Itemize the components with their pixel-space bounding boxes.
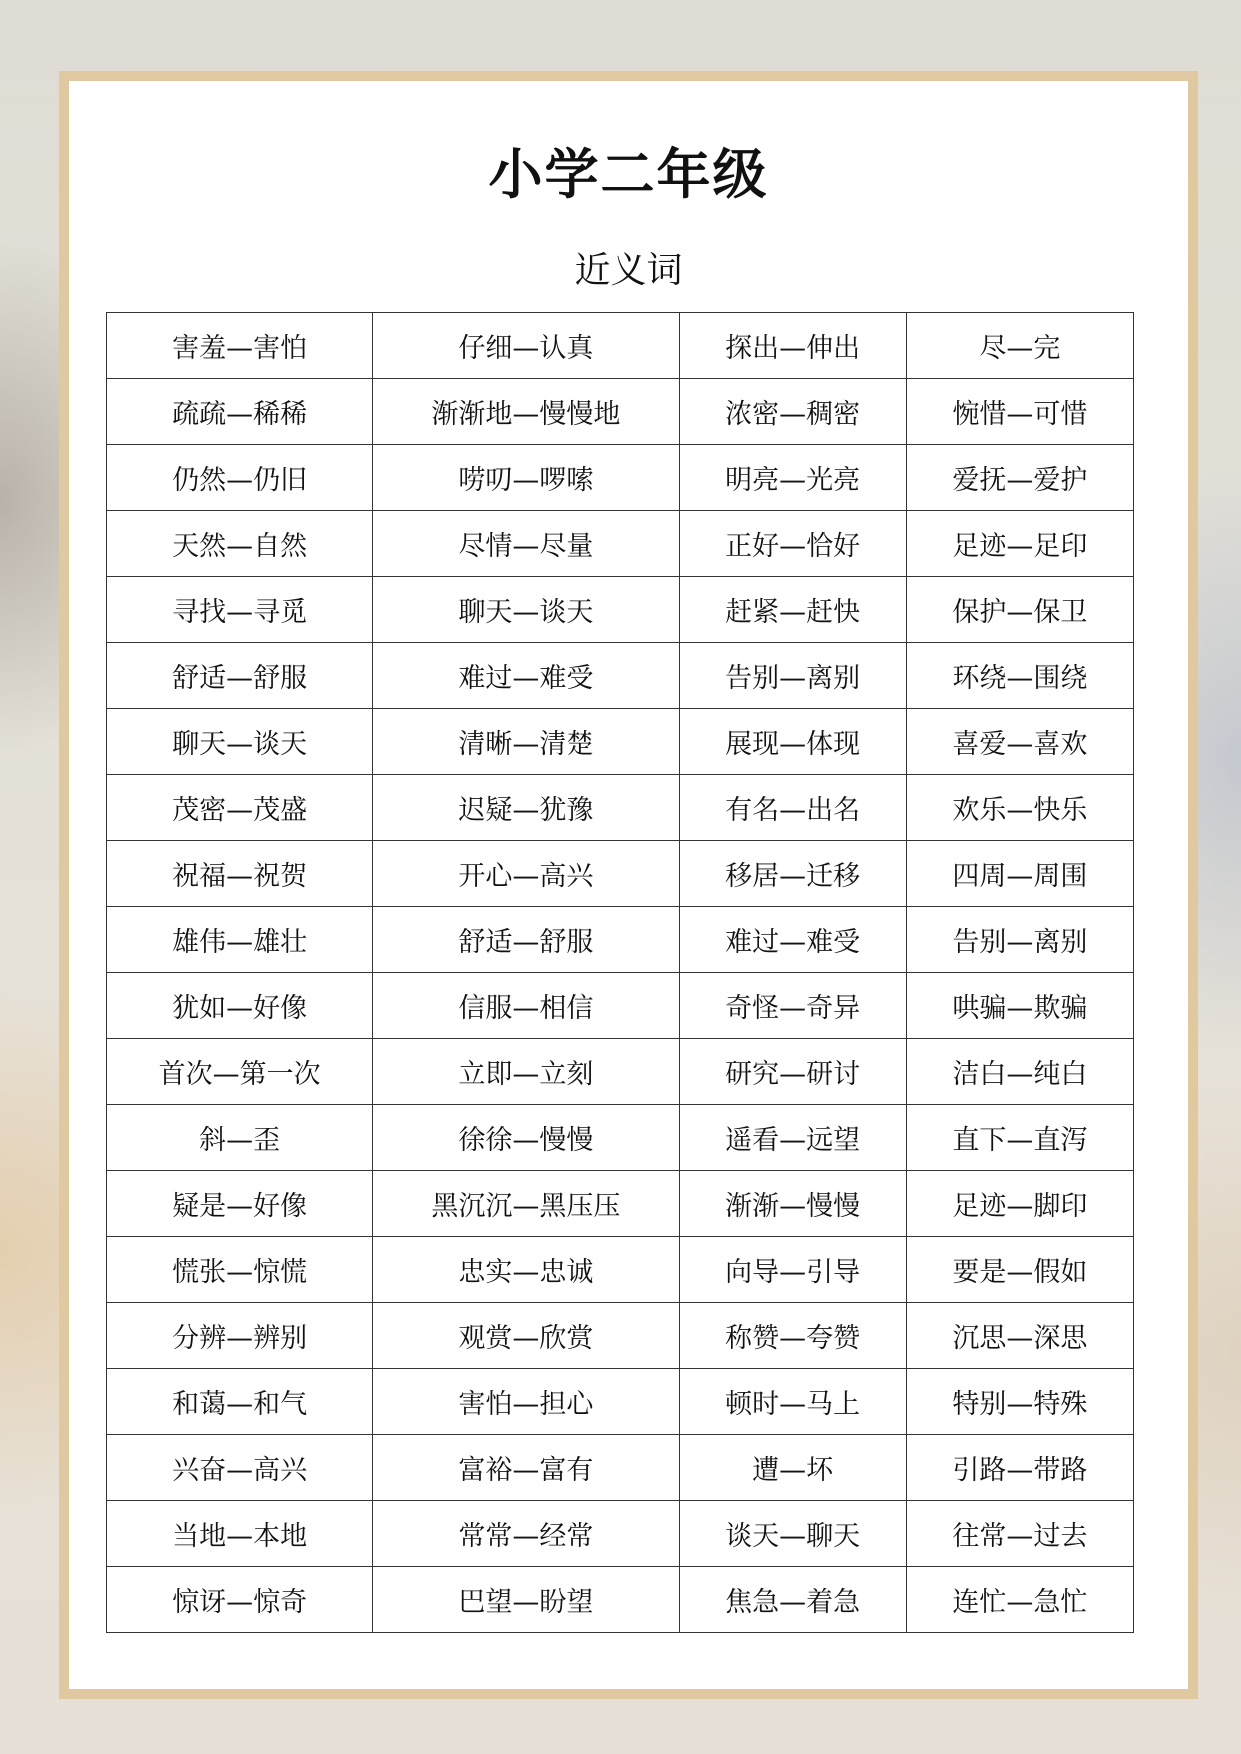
synonym-pair-cell: 聊天—谈天 — [107, 709, 373, 775]
table-row — [107, 1105, 1134, 1171]
synonym-pair-cell: 连忙—急忙 — [906, 1567, 1133, 1633]
table-row — [107, 379, 1134, 445]
synonym-pair-cell: 迟疑—犹豫 — [373, 775, 679, 841]
synonym-pair-cell: 特别—特殊 — [906, 1369, 1133, 1435]
synonym-pair-cell: 研究—研讨 — [679, 1039, 906, 1105]
synonym-pair-cell: 仍然—仍旧 — [107, 445, 373, 511]
table-row — [107, 709, 1134, 775]
synonym-pair-cell: 舒适—舒服 — [107, 643, 373, 709]
synonym-pair-cell: 清晰—清楚 — [373, 709, 679, 775]
synonym-pair-cell: 开心—高兴 — [373, 841, 679, 907]
synonym-pair-cell: 展现—体现 — [679, 709, 906, 775]
table-row — [107, 577, 1134, 643]
synonym-pair-cell: 明亮—光亮 — [679, 445, 906, 511]
synonym-pair-cell: 四周—周围 — [906, 841, 1133, 907]
synonym-pair-cell: 害怕—担心 — [373, 1369, 679, 1435]
synonym-pair-cell: 兴奋—高兴 — [107, 1435, 373, 1501]
synonym-pair-cell: 赶紧—赶快 — [679, 577, 906, 643]
synonym-pair-cell: 唠叨—啰嗦 — [373, 445, 679, 511]
synonym-pair-cell: 祝福—祝贺 — [107, 841, 373, 907]
synonym-pair-cell: 保护—保卫 — [906, 577, 1133, 643]
table-row — [107, 841, 1134, 907]
synonym-pair-cell: 常常—经常 — [373, 1501, 679, 1567]
synonym-pair-cell: 和蔼—和气 — [107, 1369, 373, 1435]
table-row — [107, 1567, 1134, 1633]
synonym-pair-cell: 渐渐地—慢慢地 — [373, 379, 679, 445]
synonym-pair-cell: 谈天—聊天 — [679, 1501, 906, 1567]
synonym-pair-cell: 移居—迁移 — [679, 841, 906, 907]
table-row — [107, 973, 1134, 1039]
table-row — [107, 643, 1134, 709]
synonym-pair-cell: 称赞—夸赞 — [679, 1303, 906, 1369]
synonym-pair-cell: 寻找—寻觅 — [107, 577, 373, 643]
synonym-pair-cell: 告别—离别 — [679, 643, 906, 709]
synonym-pair-cell: 害羞—害怕 — [107, 313, 373, 379]
synonym-table — [106, 312, 1134, 1633]
synonym-pair-cell: 告别—离别 — [906, 907, 1133, 973]
page-title: 小学二年级 — [488, 143, 769, 206]
synonym-pair-cell: 雄伟—雄壮 — [107, 907, 373, 973]
synonym-pair-cell: 疏疏—稀稀 — [107, 379, 373, 445]
synonym-pair-cell: 欢乐—快乐 — [906, 775, 1133, 841]
synonym-pair-cell: 沉思—深思 — [906, 1303, 1133, 1369]
synonym-pair-cell: 探出—伸出 — [679, 313, 906, 379]
synonym-pair-cell: 巴望—盼望 — [373, 1567, 679, 1633]
synonym-pair-cell: 天然—自然 — [107, 511, 373, 577]
synonym-pair-cell: 惊讶—惊奇 — [107, 1567, 373, 1633]
synonym-pair-cell: 立即—立刻 — [373, 1039, 679, 1105]
synonym-pair-cell: 直下—直泻 — [906, 1105, 1133, 1171]
table-row — [107, 1303, 1134, 1369]
synonym-table-body — [107, 313, 1134, 1633]
table-row — [107, 1369, 1134, 1435]
synonym-pair-cell: 聊天—谈天 — [373, 577, 679, 643]
table-row — [107, 907, 1134, 973]
table-row — [107, 775, 1134, 841]
synonym-pair-cell: 难过—难受 — [373, 643, 679, 709]
synonym-pair-cell: 哄骗—欺骗 — [906, 973, 1133, 1039]
synonym-pair-cell: 要是—假如 — [906, 1237, 1133, 1303]
synonym-pair-cell: 富裕—富有 — [373, 1435, 679, 1501]
synonym-pair-cell: 引路—带路 — [906, 1435, 1133, 1501]
table-row — [107, 313, 1134, 379]
synonym-pair-cell: 渐渐—慢慢 — [679, 1171, 906, 1237]
table-row — [107, 1171, 1134, 1237]
synonym-pair-cell: 正好—恰好 — [679, 511, 906, 577]
table-row — [107, 1501, 1134, 1567]
table-row — [107, 445, 1134, 511]
page-subtitle: 近义词 — [574, 250, 683, 291]
synonym-pair-cell: 疑是—好像 — [107, 1171, 373, 1237]
synonym-pair-cell: 遭—坏 — [679, 1435, 906, 1501]
synonym-pair-cell: 徐徐—慢慢 — [373, 1105, 679, 1171]
synonym-pair-cell: 有名—出名 — [679, 775, 906, 841]
synonym-pair-cell: 奇怪—奇异 — [679, 973, 906, 1039]
synonym-pair-cell: 顿时—马上 — [679, 1369, 906, 1435]
synonym-pair-cell: 喜爱—喜欢 — [906, 709, 1133, 775]
synonym-pair-cell: 惋惜—可惜 — [906, 379, 1133, 445]
synonym-pair-cell: 仔细—认真 — [373, 313, 679, 379]
synonym-pair-cell: 茂密—茂盛 — [107, 775, 373, 841]
table-row — [107, 1435, 1134, 1501]
synonym-pair-cell: 环绕—围绕 — [906, 643, 1133, 709]
synonym-pair-cell: 斜—歪 — [107, 1105, 373, 1171]
synonym-pair-cell: 难过—难受 — [679, 907, 906, 973]
synonym-pair-cell: 爱抚—爱护 — [906, 445, 1133, 511]
synonym-pair-cell: 足迹—脚印 — [906, 1171, 1133, 1237]
synonym-pair-cell: 分辨—辨别 — [107, 1303, 373, 1369]
synonym-pair-cell: 信服—相信 — [373, 973, 679, 1039]
table-row — [107, 1039, 1134, 1105]
synonym-pair-cell: 黑沉沉—黑压压 — [373, 1171, 679, 1237]
synonym-pair-cell: 浓密—稠密 — [679, 379, 906, 445]
table-row — [107, 1237, 1134, 1303]
synonym-pair-cell: 当地—本地 — [107, 1501, 373, 1567]
synonym-pair-cell: 往常—过去 — [906, 1501, 1133, 1567]
synonym-pair-cell: 遥看—远望 — [679, 1105, 906, 1171]
synonym-pair-cell: 首次—第一次 — [107, 1039, 373, 1105]
synonym-pair-cell: 足迹—足印 — [906, 511, 1133, 577]
synonym-pair-cell: 尽情—尽量 — [373, 511, 679, 577]
synonym-pair-cell: 洁白—纯白 — [906, 1039, 1133, 1105]
synonym-pair-cell: 犹如—好像 — [107, 973, 373, 1039]
synonym-pair-cell: 舒适—舒服 — [373, 907, 679, 973]
synonym-pair-cell: 尽—完 — [906, 313, 1133, 379]
synonym-pair-cell: 慌张—惊慌 — [107, 1237, 373, 1303]
synonym-pair-cell: 焦急—着急 — [679, 1567, 906, 1633]
synonym-pair-cell: 观赏—欣赏 — [373, 1303, 679, 1369]
synonym-pair-cell: 向导—引导 — [679, 1237, 906, 1303]
synonym-pair-cell: 忠实—忠诚 — [373, 1237, 679, 1303]
worksheet-page — [59, 71, 1198, 1699]
table-row — [107, 511, 1134, 577]
